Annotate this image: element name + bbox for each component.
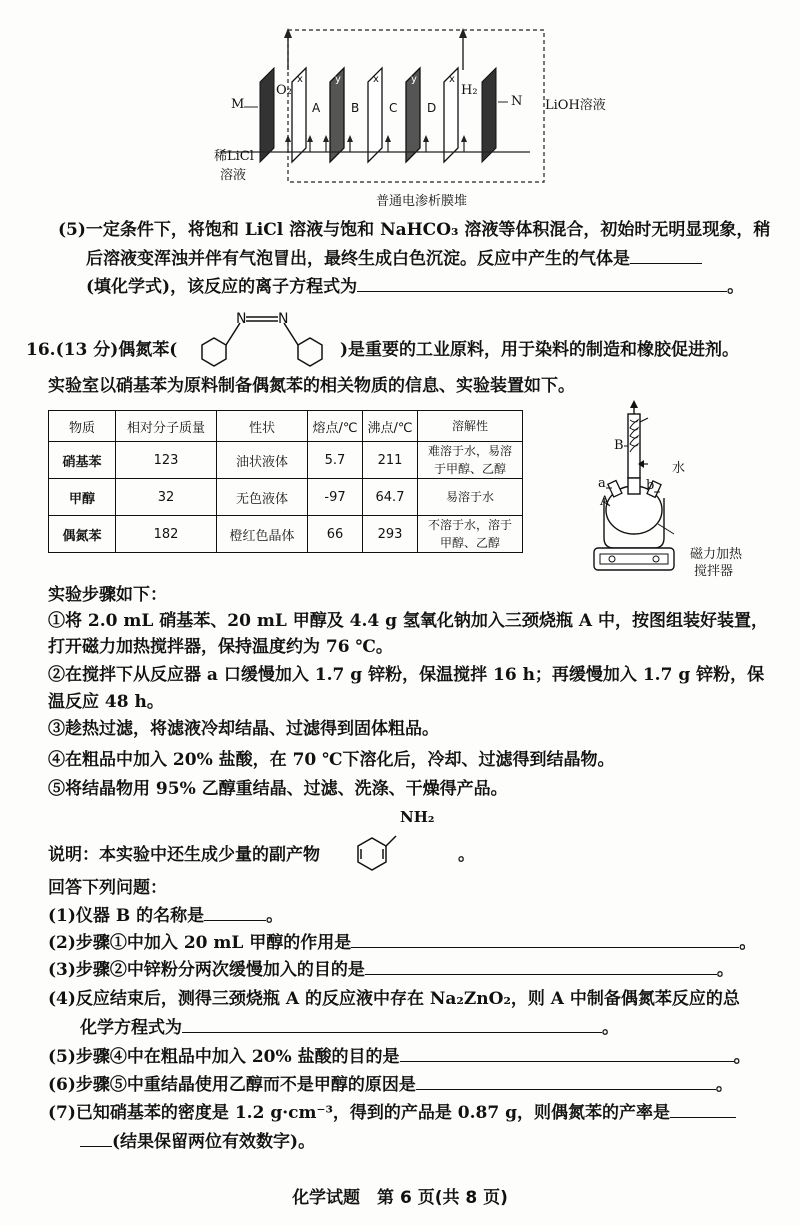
svg-text:y: y (411, 74, 417, 85)
period: 。 (727, 277, 745, 297)
svg-text:N: N (236, 311, 247, 327)
table-header: 溶解性 (418, 411, 523, 442)
label-n: N (511, 94, 523, 109)
svg-text:x: x (373, 74, 379, 85)
apparatus-label-b: B (614, 438, 624, 453)
azobenzene-structure (188, 305, 340, 367)
answer-blank[interactable] (400, 1043, 734, 1062)
q16-intro: 实验室以硝基苯为原料制备偶氮苯的相关物质的信息、实验装置如下。 (48, 376, 575, 396)
question-1: (1)仪器 B 的名称是 (48, 906, 205, 926)
label-licl-2: 溶液 (220, 168, 247, 183)
q16-head-prefix: 16.(13 分)偶氮苯( (26, 340, 178, 360)
table-cell: 橙红色晶体 (217, 516, 308, 553)
table-header: 沸点/℃ (363, 411, 418, 442)
nh2-label: NH₂ (400, 808, 435, 826)
table-row (49, 479, 523, 516)
answer-blank[interactable] (630, 245, 702, 264)
label-licl: 稀LiCl (214, 149, 254, 164)
q15-5-line1: (5)一定条件下，将饱和 LiCl 溶液与饱和 NaHCO₃ 溶液等体积混合，初始时无明显现象，稍 (58, 220, 771, 240)
electrodialysis-diagram (200, 20, 620, 210)
answer-blank[interactable] (351, 929, 739, 948)
step-line: ⑤将结晶物用 95% 乙醇重结晶、过滤、洗涤、干燥得产品。 (48, 779, 508, 799)
answer-blank[interactable] (204, 902, 266, 921)
table-cell: 32 (116, 479, 217, 516)
label-stack: 普通电渗析膜堆 (376, 194, 468, 209)
table-cell: 甲醇 (49, 479, 116, 516)
svg-text:N: N (278, 311, 289, 327)
table-cell: -97 (308, 479, 363, 516)
step-line: ①将 2.0 mL 硝基苯、20 mL 甲醇及 4.4 g 氢氧化钠加入三颈烧瓶 A 中，按图组装好装置， (48, 611, 768, 631)
table-cell: 偶氮苯 (49, 516, 116, 553)
answer-blank[interactable] (182, 1014, 602, 1033)
question-4a: (4)反应结束后，测得三颈烧瓶 A 的反应液中存在 Na₂ZnO₂，则 A 中制备偶氮苯反应的总 (48, 989, 740, 1009)
answer-blank[interactable] (80, 1128, 112, 1147)
table-header: 性状 (217, 411, 308, 442)
chamber-label: B (351, 101, 360, 115)
step-line: ④在粗品中加入 20% 盐酸，在 70 ℃下溶化后，冷却、过滤得到结晶物。 (48, 750, 615, 770)
note-text: 说明：本实验中还生成少量的副产物 (48, 845, 320, 865)
chamber-label: C (389, 101, 398, 115)
table-header: 熔点/℃ (308, 411, 363, 442)
question-7a: (7)已知硝基苯的密度是 1.2 g·cm⁻³，得到的产品是 0.87 g，则偶氮苯的产率是 (48, 1103, 671, 1123)
answer-title: 回答下列问题： (48, 878, 167, 898)
q16-head-suffix: )是重要的工业原料，用于染料的制造和橡胶促进剂。 (340, 340, 740, 360)
apparatus-label-a-port: a (598, 476, 606, 491)
step-line: 温反应 48 h。 (48, 692, 164, 712)
table-cell: 182 (116, 516, 217, 553)
apparatus-label-b-port: b (646, 478, 655, 493)
table-cell: 易溶于水 (418, 479, 523, 516)
table-row (49, 516, 523, 553)
aniline-structure (348, 822, 408, 878)
note-end: 。 (458, 845, 475, 865)
label-m: M (231, 97, 245, 112)
step-line: ③趁热过滤，将滤液冷却结晶、过滤得到固体粗品。 (48, 719, 439, 739)
table-cell: 不溶于水，溶于 甲醇、乙醇 (418, 516, 523, 553)
chamber-label: D (427, 101, 437, 115)
question-6: (6)步骤⑤中重结晶使用乙醇而不是甲醇的原因是 (48, 1075, 416, 1095)
apparatus-label-stirrer-2: 搅拌器 (694, 564, 734, 579)
table-row (49, 442, 523, 479)
table-cell: 油状液体 (217, 442, 308, 479)
label-o2: O₂ (276, 83, 292, 98)
step-line: ②在搅拌下从反应器 a 口缓慢加入 1.7 g 锌粉，保温搅拌 16 h；再缓慢加入 1.7 g 锌粉，保 (48, 665, 765, 685)
table-cell: 硝基苯 (49, 442, 116, 479)
label-h2: H₂ (461, 83, 478, 98)
answer-blank[interactable] (416, 1071, 716, 1090)
table-header-row (49, 411, 523, 442)
table-cell: 5.7 (308, 442, 363, 479)
svg-text:x: x (449, 74, 455, 85)
table-cell: 66 (308, 516, 363, 553)
question-7b: (结果保留两位有效数字)。 (112, 1132, 316, 1152)
table-header: 物质 (49, 411, 116, 442)
table-cell: 211 (363, 442, 418, 479)
table-cell: 123 (116, 442, 217, 479)
apparatus-label-flask: A (600, 494, 610, 509)
table-header: 相对分子质量 (116, 411, 217, 442)
question-5: (5)步骤④中在粗品中加入 20% 盐酸的目的是 (48, 1047, 400, 1067)
answer-blank[interactable] (670, 1099, 736, 1118)
svg-text:x: x (297, 74, 303, 85)
apparatus-label-water: 水 (672, 461, 686, 476)
step-line: 打开磁力加热搅拌器，保持温度约为 76 ℃。 (48, 637, 393, 657)
question-4b: 化学方程式为 (80, 1018, 182, 1038)
steps-title: 实验步骤如下： (48, 585, 167, 605)
apparatus-label-stirrer: 磁力加热 (690, 547, 743, 562)
question-2: (2)步骤①中加入 20 mL 甲醇的作用是 (48, 933, 352, 953)
label-lioh: LiOH溶液 (545, 98, 606, 113)
answer-blank[interactable] (357, 273, 727, 292)
q15-5-line2: 后溶液变浑浊并伴有气泡冒出，最终生成白色沉淀。反应中产生的气体是 (86, 249, 630, 269)
properties-table (48, 410, 523, 553)
table-cell: 难溶于水，易溶 于甲醇、乙醇 (418, 442, 523, 479)
table-cell: 293 (363, 516, 418, 553)
svg-text:y: y (335, 74, 341, 85)
page-footer: 化学试题 第 6 页(共 8 页) (292, 1188, 508, 1208)
chamber-label: A (312, 101, 321, 115)
question-3: (3)步骤②中锌粉分两次缓慢加入的目的是 (48, 960, 365, 980)
answer-blank[interactable] (365, 956, 717, 975)
table-cell: 64.7 (363, 479, 418, 516)
table-cell: 无色液体 (217, 479, 308, 516)
q15-5-line3: (填化学式)，该反应的离子方程式为 (86, 277, 358, 297)
